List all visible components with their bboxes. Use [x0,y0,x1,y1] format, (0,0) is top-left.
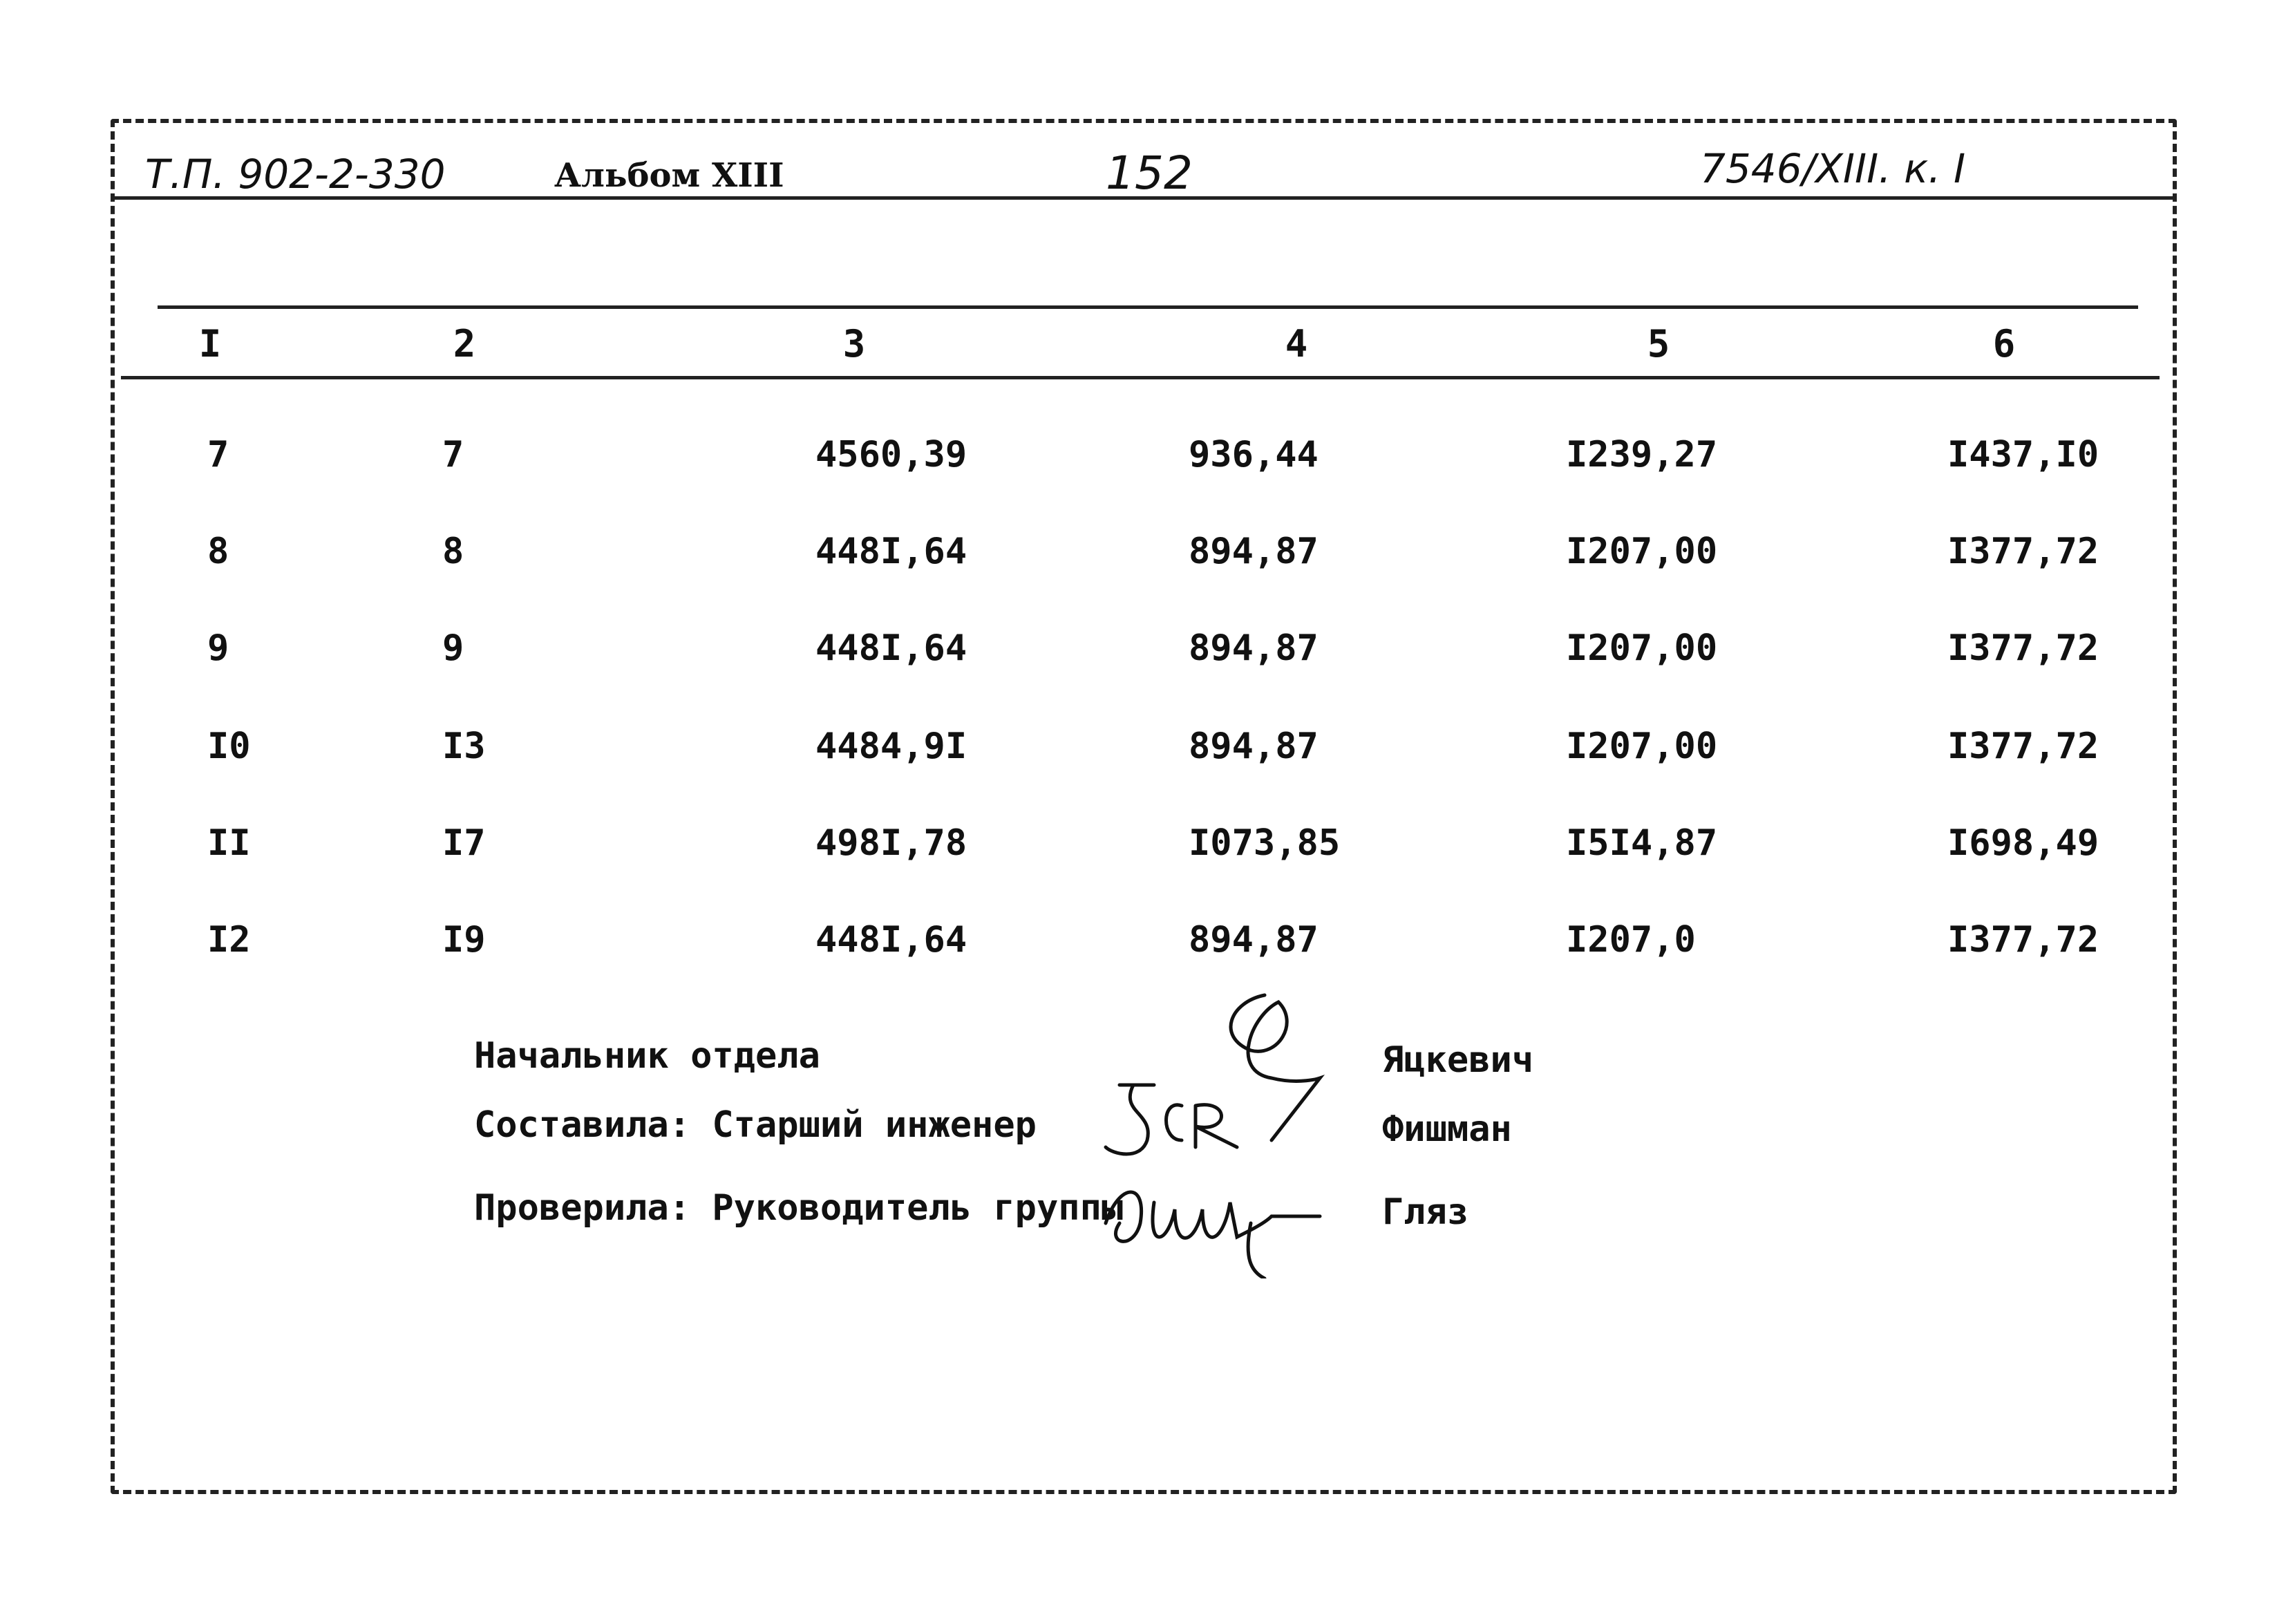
table-cell: I207,00 [1566,531,1718,572]
album-label: Альбом XIII [554,156,784,195]
table-cell: 9 [442,627,464,669]
column-header-3: 3 [842,322,866,366]
column-header-2: 2 [453,322,476,366]
table-cell: I2 [207,919,251,961]
archive-code: 7546/XIII. к. I [1700,145,1966,192]
table-cell: I5I4,87 [1566,822,1718,864]
table-cell: I437,I0 [1947,434,2099,475]
table-cell: 8 [442,531,464,572]
page-frame [111,119,2177,1494]
table-cell: 7 [442,434,464,475]
table-cell: I239,27 [1566,434,1718,475]
column-header-5: 5 [1647,322,1670,366]
handwritten-signatures [1092,974,1382,1278]
table-cell: I207,00 [1566,627,1718,669]
table-cell: 8 [207,531,229,572]
table-cell: I207,0 [1566,919,1696,961]
table-cell: 894,87 [1189,531,1319,572]
checked-name: Гляз [1382,1191,1469,1233]
table-cell: 894,87 [1189,726,1319,767]
table-cell: I207,00 [1566,726,1718,767]
compiled-title: Составила: Старший инженер [474,1104,1037,1146]
table-cell: 448I,64 [815,919,967,961]
head-name: Яцкевич [1382,1039,1534,1081]
page-number: 152 [1106,147,1193,200]
table-cell: I698,49 [1947,822,2099,864]
head-title: Начальник отдела [474,1035,820,1077]
compiled-name: Фишман [1382,1108,1512,1150]
table-cell: 448I,64 [815,627,967,669]
table-cell: I377,72 [1947,919,2099,961]
stamp-code: Т.П. 902-2-330 [145,151,446,198]
checked-title: Проверила: Руководитель группы [474,1187,1124,1229]
table-header-bottom-rule [121,376,2160,379]
table-cell: 7 [207,434,229,475]
column-header-1: I [198,322,222,366]
table-cell: 936,44 [1189,434,1319,475]
table-cell: 448I,64 [815,531,967,572]
table-cell: I0 [207,726,251,767]
table-cell: I377,72 [1947,726,2099,767]
table-cell: I377,72 [1947,627,2099,669]
table-cell: 894,87 [1189,919,1319,961]
column-header-6: 6 [1992,322,2016,366]
table-cell: 9 [207,627,229,669]
table-cell: 4560,39 [815,434,967,475]
table-cell: 894,87 [1189,627,1319,669]
table-cell: I9 [442,919,486,961]
table-cell: 4484,9I [815,726,967,767]
table-cell: I073,85 [1189,822,1341,864]
table-cell: I3 [442,726,486,767]
table-cell: II [207,822,251,864]
table-cell: I7 [442,822,486,864]
column-header-4: 4 [1285,322,1308,366]
table-cell: 498I,78 [815,822,967,864]
table-header-top-rule [158,305,2138,309]
table-cell: I377,72 [1947,531,2099,572]
